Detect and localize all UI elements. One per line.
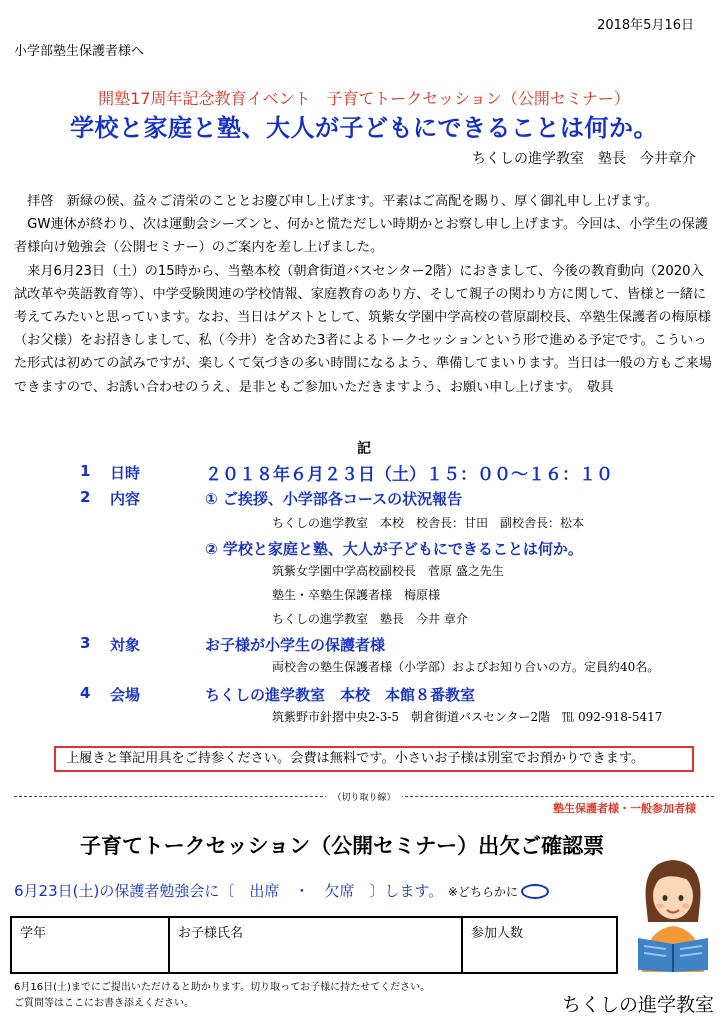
content-part1: ① ご挨拶、小学部各コースの状況報告 [205,490,463,508]
letter-body [14,190,714,399]
attendance-line [14,880,549,901]
item-label: 対象 [110,636,141,654]
reading-woman-illustration [632,852,714,972]
author: ちくしの進学教室 塾長 今井章介 [472,151,696,167]
circle-icon [521,884,549,899]
target-audience: お子様が小学生の保護者様 [205,636,386,654]
speaker: 筑紫女学園中学高校副校長 菅原 盛之先生 [272,564,504,578]
content-part2: ② 学校と家庭と塾、大人が子どもにできることは何か。 [205,540,583,558]
recipient: 小学部塾生保護者様へ [14,44,145,59]
child-name-field[interactable] [169,917,462,973]
attendee-count-label: 参加人数 [471,926,524,941]
attendance-note: ※どちらかに [447,885,518,899]
item-label: 内容 [110,490,141,508]
body-paragraph: 来月6月23日（土）の15時から、当塾本校（朝倉街道バスセンター2階）におきまして、今後の教育動向（2020入試改革や英語教育等）、中学受験関連の学校情報、家庭教育のあり方、そして親子の関わり方に関して、皆様と一緒に考えてみたいと思っています。なお、当日はゲストとして、筑紫女学園中学高校の菅原副校長、卒塾生保護者の梅原様（お父様）をお招きしまして、私（今井）を含めた3者によるトークセッションという形で進める予定です。こういった形式は初めての試みですが、楽しくて気づきの多い時間になるよう、準備してまいります。当日は一般の方もご来場できますので、お誘い合わせのうえ、是非ともご参加いただきますよう、お願い申し上げます。 敬具 [14,263,712,395]
table-row [11,917,617,973]
item-number: 4 [80,684,91,702]
attendance-text: 6月23日(土)の保護者勉強会に〔 出席 ・ 欠席 〕します。 [14,882,444,900]
item-number: 1 [80,462,91,480]
grade-label: 学年 [20,926,47,941]
item-number: 3 [80,634,91,652]
item-label: 日時 [110,464,141,482]
speaker: ちくしの進学教室 塾長 今井 章介 [272,612,468,626]
rsvp-table [10,916,618,974]
item-label: 会場 [110,686,141,704]
event-title: 開塾17周年記念教育イベント 子育てトークセッション（公開セミナー） [98,89,630,108]
body-paragraph: GW連休が終わり、次は運動会シーズンと、何かと慌ただしい時期かとお察し申し上げます。今回は、小学生の保護者様向け勉強会（公開セミナー）のご案内を差し上げました。 [14,217,709,256]
event-datetime: ２０１８年６月２３日（土）１５：００〜１６：１０ [205,465,613,485]
venue: ちくしの進学教室 本校 本館８番教室 [205,686,476,704]
question-note: ご質問等はここにお書き添えください。 [14,998,194,1009]
audience-tag: 塾生保護者様・一般参加者様 [553,802,696,815]
ki-heading: 記 [357,441,371,457]
letter-date: 2018年5月16日 [597,18,694,33]
venue-address: 筑紫野市針摺中央2-3-5 朝倉街道バスセンター2階 ℡ 092-918-5417 [272,710,663,724]
content-part1-detail: ちくしの進学教室 本校 校舎長：甘田 副校舎長：松本 [272,516,585,530]
submission-note: 6月16日(土)までにご提出いただけると助かります。切り取ってお子様に持たせてください。 [14,982,431,993]
notice-box: 上履きと筆記用具をご持参ください。会費は無料です。小さいお子様は別室でお預かりできます。 [54,746,694,772]
item-number: 2 [80,488,91,506]
cut-line-text: （切り取り線） [326,793,401,803]
child-name-label: お子様氏名 [178,926,244,941]
grade-field[interactable] [11,917,169,973]
school-logo: ちくしの進学教室 [561,994,714,1016]
body-paragraph: 拝啓 新緑の候、益々ご清栄のこととお慶び申し上げます。平素はご高配を賜り、厚く御礼申し上げます。 [14,194,659,209]
form-title: 子育てトークセッション（公開セミナー）出欠ご確認票 [80,834,605,858]
speaker: 塾生・卒塾生保護者様 梅原様 [272,588,441,602]
attendee-count-field[interactable] [462,917,617,973]
target-detail: 両校舎の塾生保護者様（小学部）およびお知り合いの方。定員約40名。 [272,660,660,674]
headline: 学校と家庭と塾、大人が子どもにできることは何か。 [70,114,658,142]
